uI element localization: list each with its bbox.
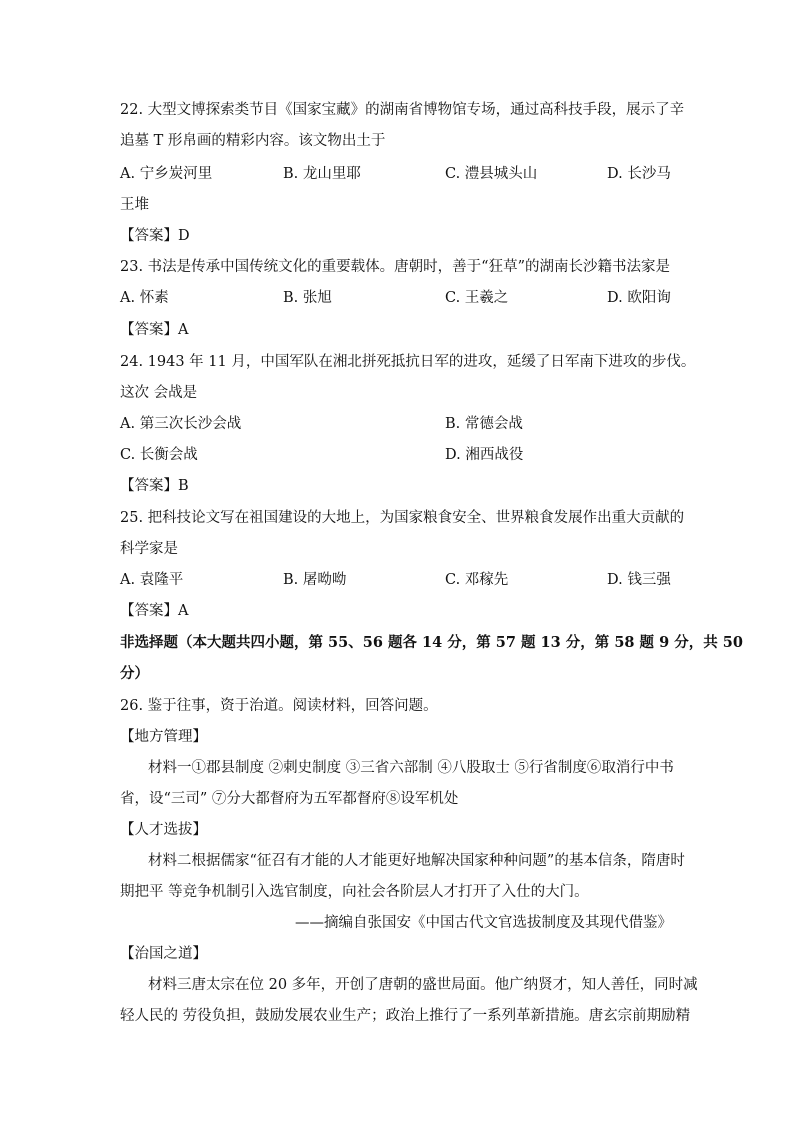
- q26-heading-local-management: 【地方管理】: [120, 729, 207, 745]
- q25-option-b: B. 屠呦呦: [283, 572, 347, 588]
- q22-option-d: D. 长沙马: [607, 166, 671, 182]
- q26-material2-line1: 材料二根据儒家“征召有才能的人才能更好地解决国家种种问题”的基本信条，隋唐时: [148, 853, 685, 869]
- q24-option-a: A. 第三次长沙会战: [120, 416, 242, 432]
- q26-heading-governance: 【治国之道】: [120, 946, 207, 962]
- q22-answer: 【答案】D: [120, 228, 190, 244]
- q26-heading-talent-selection: 【人才选拔】: [120, 822, 207, 838]
- q22-stem-line1: 22. 大型文博探索类节目《国家宝藏》的湖南省博物馆专场，通过高科技手段，展示了辛: [120, 102, 685, 118]
- q26-material3-line2: 轻人民的 劳役负担，鼓励发展农业生产；政治上推行了一系列革新措施。唐玄宗前期励精: [120, 1008, 691, 1024]
- q26-material2-source: ——摘编自张国安《中国古代文官选拔制度及其现代借鉴》: [295, 915, 672, 931]
- section-heading-line1: 非选择题（本大题共四小题，第 55、56 题各 14 分，第 57 题 13 分，第 58 题 9 分，共 50: [120, 634, 743, 651]
- q25-answer: 【答案】A: [120, 603, 189, 619]
- q23-option-c: C. 王羲之: [445, 290, 509, 306]
- q26-stem: 26. 鉴于往事，资于治道。阅读材料，回答问题。: [120, 698, 438, 714]
- q24-answer: 【答案】B: [120, 478, 189, 494]
- q26-material3-line1: 材料三唐太宗在位 20 多年，开创了唐朝的盛世局面。他广纳贤才，知人善任，同时减: [148, 977, 698, 993]
- q23-option-a: A. 怀素: [120, 290, 169, 306]
- q26-material2-line2: 期把平 等竞争机制引入选官制度，向社会各阶层人才打开了入仕的大门。: [120, 884, 589, 900]
- q23-option-d: D. 欧阳询: [607, 290, 671, 306]
- q22-option-d-continued: 王堆: [120, 197, 149, 213]
- q22-option-c: C. 澧县城头山: [445, 166, 538, 182]
- q23-option-b: B. 张旭: [283, 290, 332, 306]
- q24-option-c: C. 长衡会战: [120, 447, 198, 463]
- q25-option-a: A. 袁隆平: [120, 572, 184, 588]
- q26-material1-line2: 省，设“三司” ⑦分大都督府为五军都督府⑧设军机处: [120, 791, 459, 807]
- q25-option-c: C. 邓稼先: [445, 572, 509, 588]
- q25-option-d: D. 钱三强: [607, 572, 671, 588]
- section-heading-line2: 分）: [120, 665, 149, 682]
- q24-option-b: B. 常德会战: [445, 416, 523, 432]
- q22-option-a: A. 宁乡炭河里: [120, 166, 213, 182]
- q22-option-b: B. 龙山里耶: [283, 166, 361, 182]
- q24-stem-line2: 这次 会战是: [120, 385, 198, 401]
- q22-stem-line2: 追墓 T 形帛画的精彩内容。该文物出土于: [120, 133, 386, 149]
- q25-stem-line1: 25. 把科技论文写在祖国建设的大地上，为国家粮食安全、世界粮食发展作出重大贡献的: [120, 510, 685, 526]
- q24-option-d: D. 湘西战役: [445, 447, 524, 463]
- q23-stem-line1: 23. 书法是传承中国传统文化的重要载体。唐朝时，善于“狂草”的湖南长沙籍书法家是: [120, 259, 670, 275]
- q23-answer: 【答案】A: [120, 322, 189, 338]
- q24-stem-line1: 24. 1943 年 11 月，中国军队在湘北拼死抵抗日军的进攻，延缓了日军南下进攻的步伐。: [120, 354, 696, 370]
- q26-material1-line1: 材料一①郡县制度 ②刺史制度 ③三省六部制 ④八股取士 ⑤行省制度⑥取消行中书: [148, 760, 674, 776]
- q25-stem-line2: 科学家是: [120, 541, 178, 557]
